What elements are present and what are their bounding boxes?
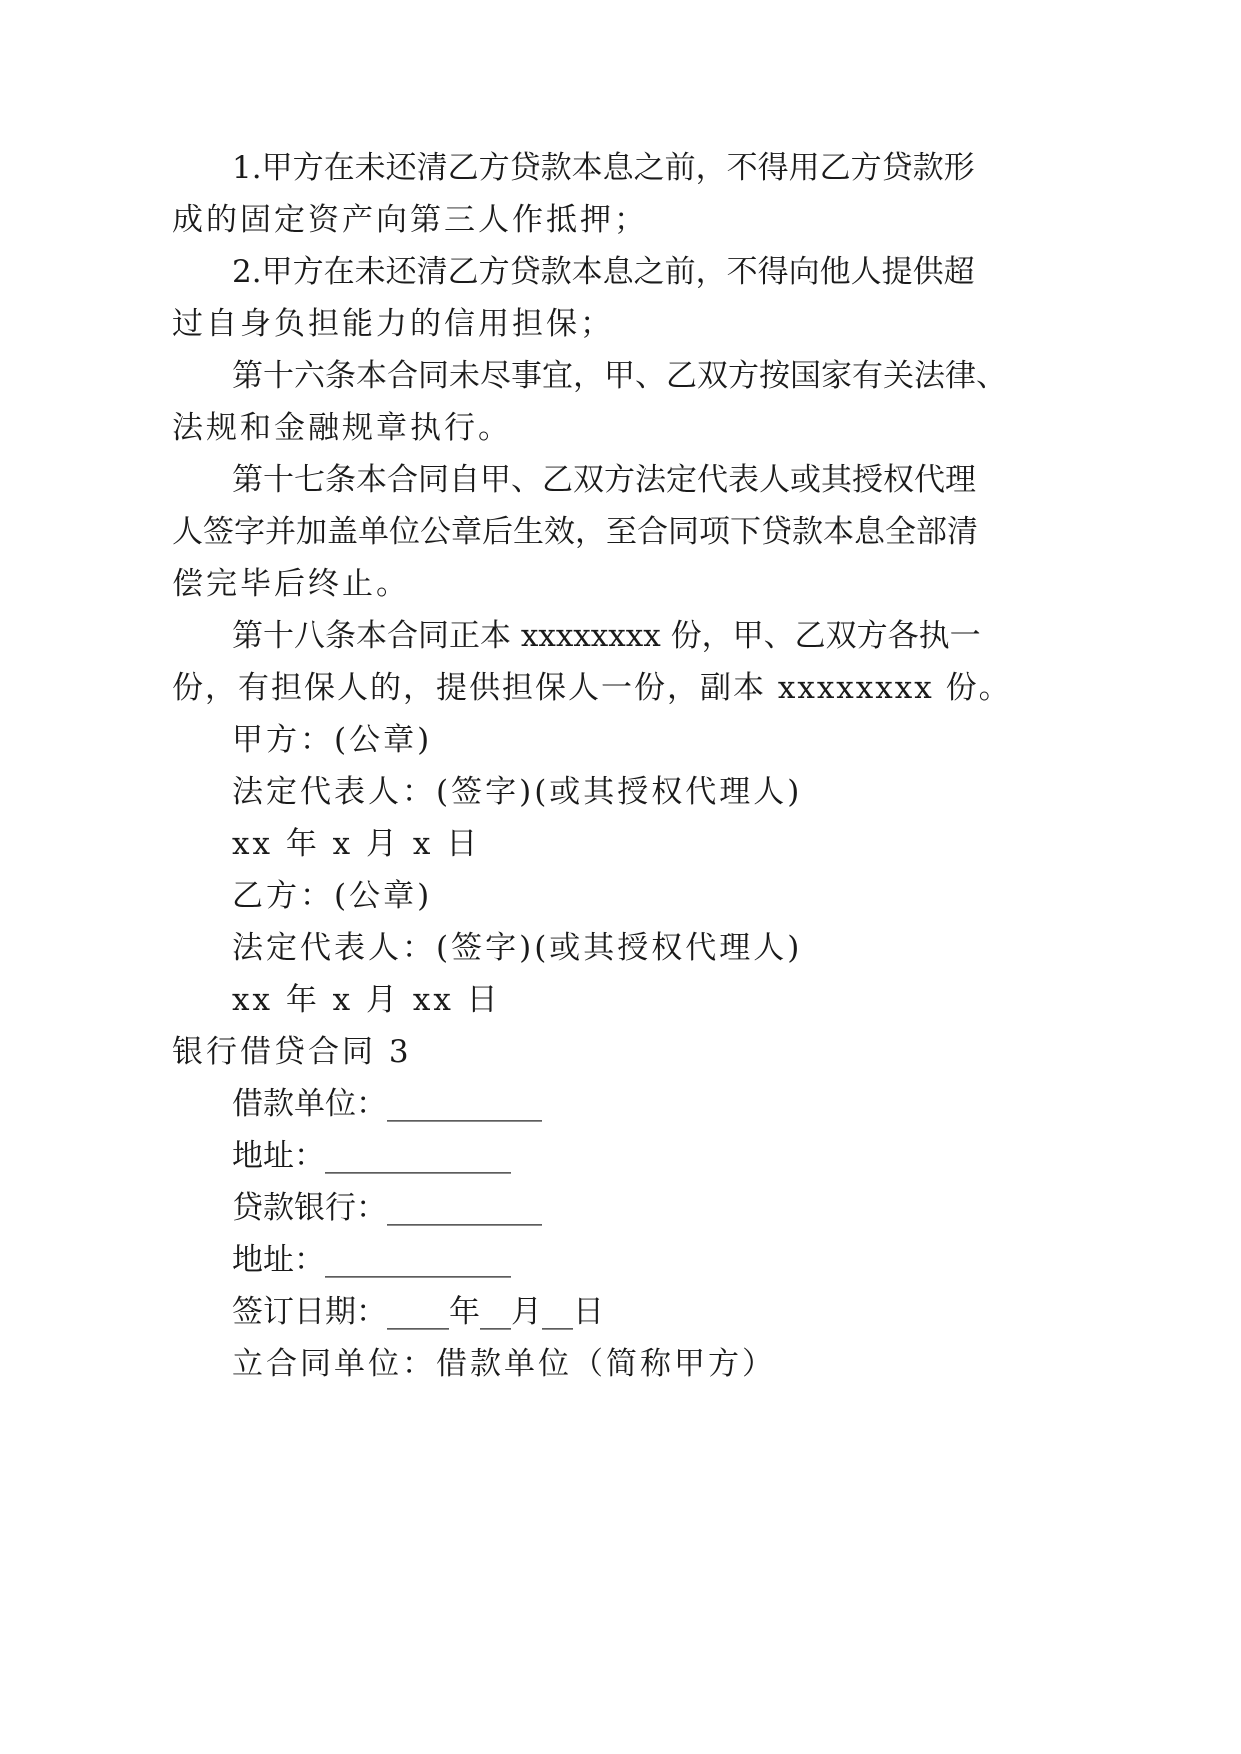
clause-1-line-2: 成的固定资产向第三人作抵押；	[172, 202, 648, 238]
article-16-line-1: 第十六条本合同未尽事宜，甲、乙双方按国家有关法律、	[232, 358, 1007, 394]
article-17-line-1: 第十七条本合同自甲、乙双方法定代表人或其授权代理	[232, 462, 976, 498]
article-18-line-1: 第十八条本合同正本 xxxxxxxx 份，甲、乙双方各执一	[232, 618, 981, 654]
article-18-line-2: 份，有担保人的，提供担保人一份，副本 xxxxxxxx 份。	[172, 670, 1012, 706]
party-a-date: xx 年 x 月 x 日	[232, 826, 481, 862]
party-b-date: xx 年 x 月 xx 日	[232, 982, 501, 1018]
borrower-unit-field: 借款单位：__________	[232, 1086, 542, 1122]
article-17-line-3: 偿完毕后终止。	[172, 566, 410, 602]
contract-parties-intro: 立合同单位：借款单位（简称甲方）	[232, 1346, 776, 1382]
signing-date-field: 签订日期：____年__月__日	[232, 1294, 604, 1330]
borrower-address-field: 地址：____________	[232, 1138, 511, 1174]
article-17-line-2: 人签字并加盖单位公章后生效，至合同项下贷款本息全部清	[172, 514, 978, 550]
party-b-seal: 乙方：(公章)	[232, 878, 433, 914]
party-b-representative: 法定代表人：(签字)(或其授权代理人)	[232, 930, 803, 966]
clause-2-line-2: 过自身负担能力的信用担保；	[172, 306, 614, 342]
clause-1-line-1: 1.甲方在未还清乙方贷款本息之前，不得用乙方贷款形	[232, 150, 975, 186]
clause-2-line-1: 2.甲方在未还清乙方贷款本息之前，不得向他人提供超	[232, 254, 975, 290]
party-a-seal: 甲方：(公章)	[232, 722, 433, 758]
party-a-representative: 法定代表人：(签字)(或其授权代理人)	[232, 774, 803, 810]
contract-3-title: 银行借贷合同 3	[172, 1034, 412, 1070]
article-16-line-2: 法规和金融规章执行。	[172, 410, 512, 446]
bank-address-field: 地址：____________	[232, 1242, 511, 1278]
lending-bank-field: 贷款银行：__________	[232, 1190, 542, 1226]
